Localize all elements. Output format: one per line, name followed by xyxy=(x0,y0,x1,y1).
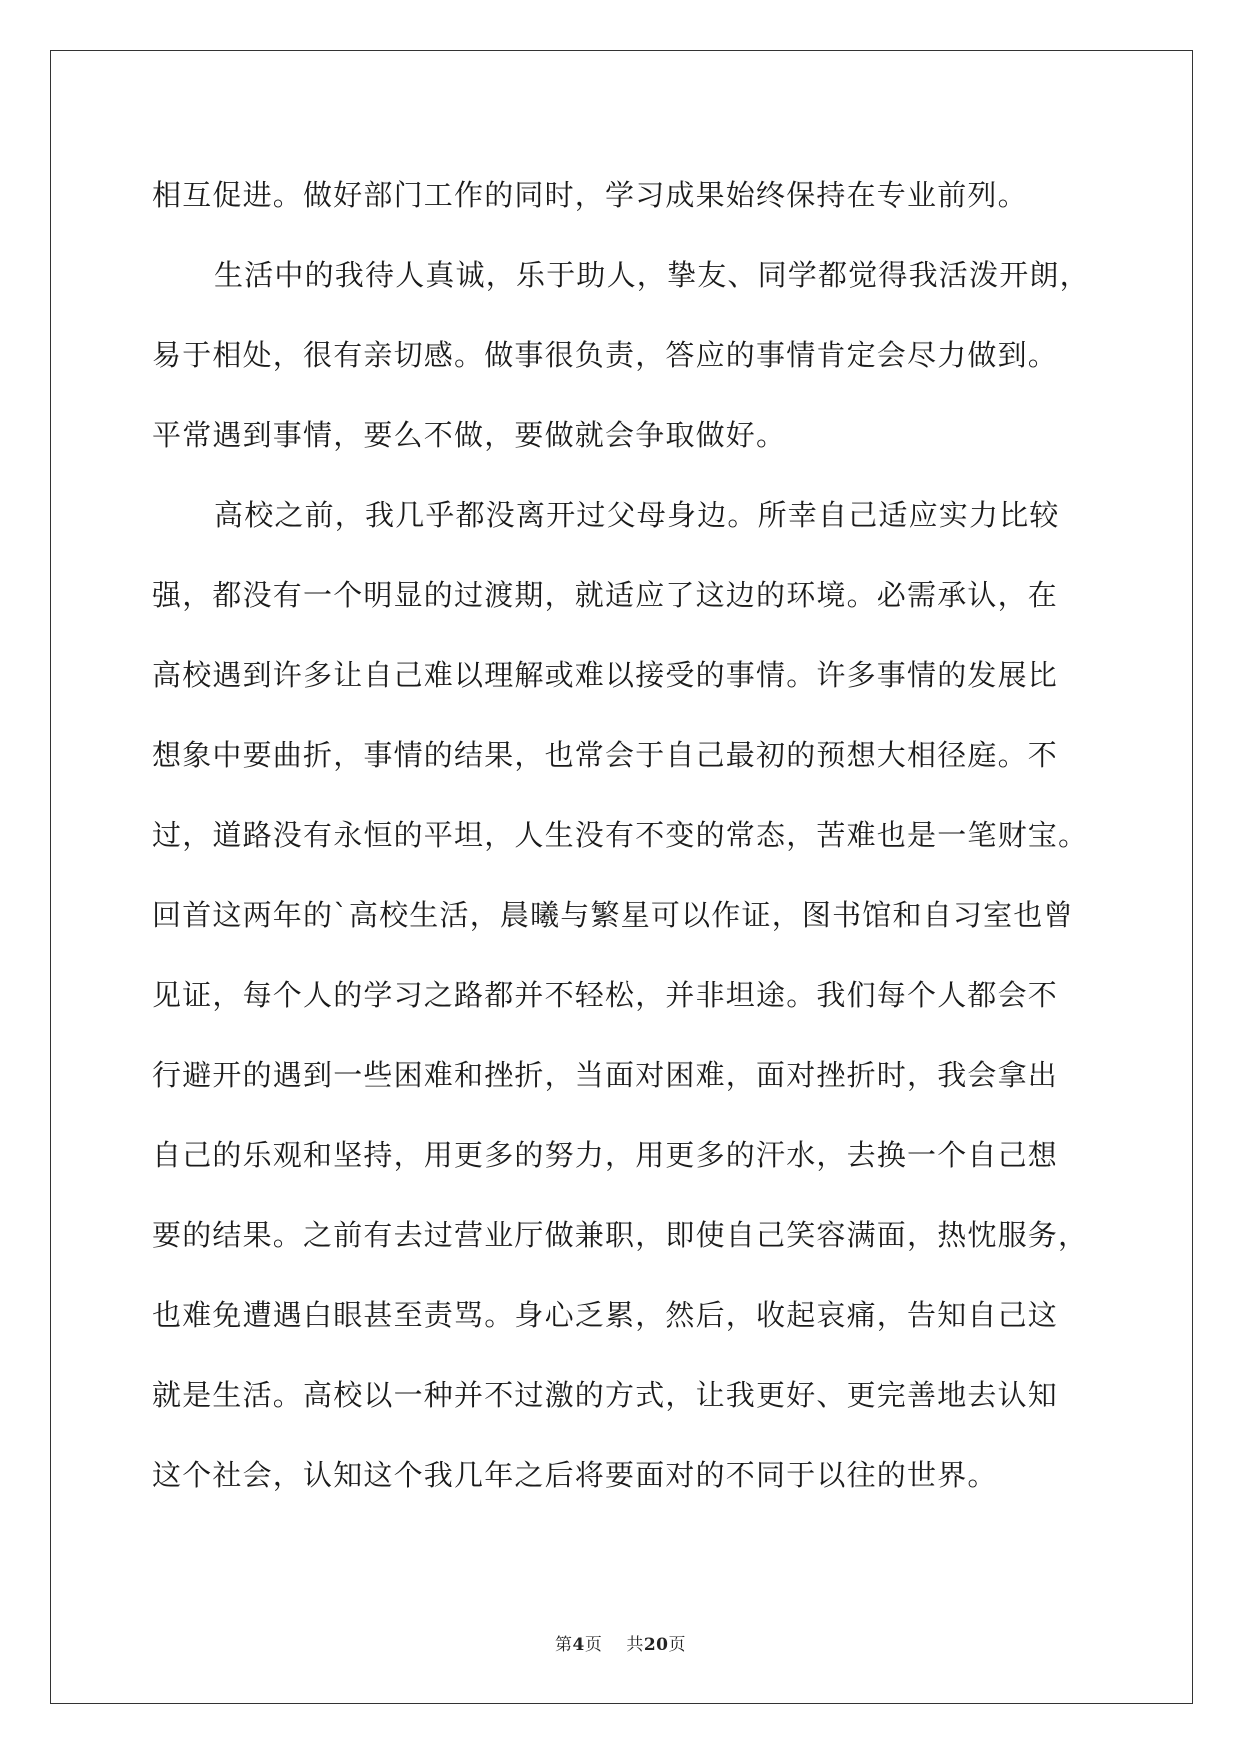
page-suffix: 页 xyxy=(584,1635,603,1655)
text-line: 这个社会，认知这个我几年之后将要面对的不同于以往的世界。 xyxy=(152,1458,998,1492)
text-line: 行避开的遇到一些困难和挫折，当面对困难，面对挫折时，我会拿出 xyxy=(152,1058,1059,1092)
text-line: 高校遇到许多让自己难以理解或难以接受的事情。许多事情的发展比 xyxy=(152,658,1059,692)
text-line: 也难免遭遇白眼甚至责骂。身心乏累，然后，收起哀痛，告知自己这 xyxy=(152,1298,1059,1332)
page-prefix: 第 xyxy=(554,1635,573,1655)
text-line: 过，道路没有永恒的平坦，人生没有不变的常态，苦难也是一笔财宝。 xyxy=(152,818,1089,852)
text-line: 相互促进。做好部门工作的同时，学习成果始终保持在专业前列。 xyxy=(152,178,1028,212)
text-line: 就是生活。高校以一种并不过激的方式，让我更好、更完善地去认知 xyxy=(152,1378,1059,1412)
document-body xyxy=(152,155,1122,1515)
text-line: 回首这两年的`高校生活，晨曦与繁星可以作证，图书馆和自习室也曾 xyxy=(152,898,1074,932)
text-line: 高校之前，我几乎都没离开过父母身边。所幸自己适应实力比较 xyxy=(214,498,1060,532)
text-line: 要的结果。之前有去过营业厅做兼职，即使自己笑容满面，热忱服务， xyxy=(152,1218,1089,1252)
text-line: 见证，每个人的学习之路都并不轻松，并非坦途。我们每个人都会不 xyxy=(152,978,1059,1012)
page-number: 4 xyxy=(572,1635,585,1655)
total-suffix: 页 xyxy=(668,1635,686,1655)
total-prefix: 共 xyxy=(626,1635,644,1655)
text-line: 生活中的我待人真诚，乐于助人，挚友、同学都觉得我活泼开朗， xyxy=(214,258,1090,292)
text-line: 想象中要曲折，事情的结果，也常会于自己最初的预想大相径庭。不 xyxy=(152,738,1059,772)
total-pages: 20 xyxy=(643,1635,669,1655)
text-line: 平常遇到事情，要么不做，要做就会争取做好。 xyxy=(152,418,787,452)
text-line: 自己的乐观和坚持，用更多的努力，用更多的汗水，去换一个自己想 xyxy=(152,1138,1059,1172)
text-line: 易于相处，很有亲切感。做事很负责，答应的事情肯定会尽力做到。 xyxy=(152,338,1059,372)
page-footer xyxy=(0,1630,1241,1655)
text-line: 强，都没有一个明显的过渡期，就适应了这边的环境。必需承认，在 xyxy=(152,578,1059,612)
